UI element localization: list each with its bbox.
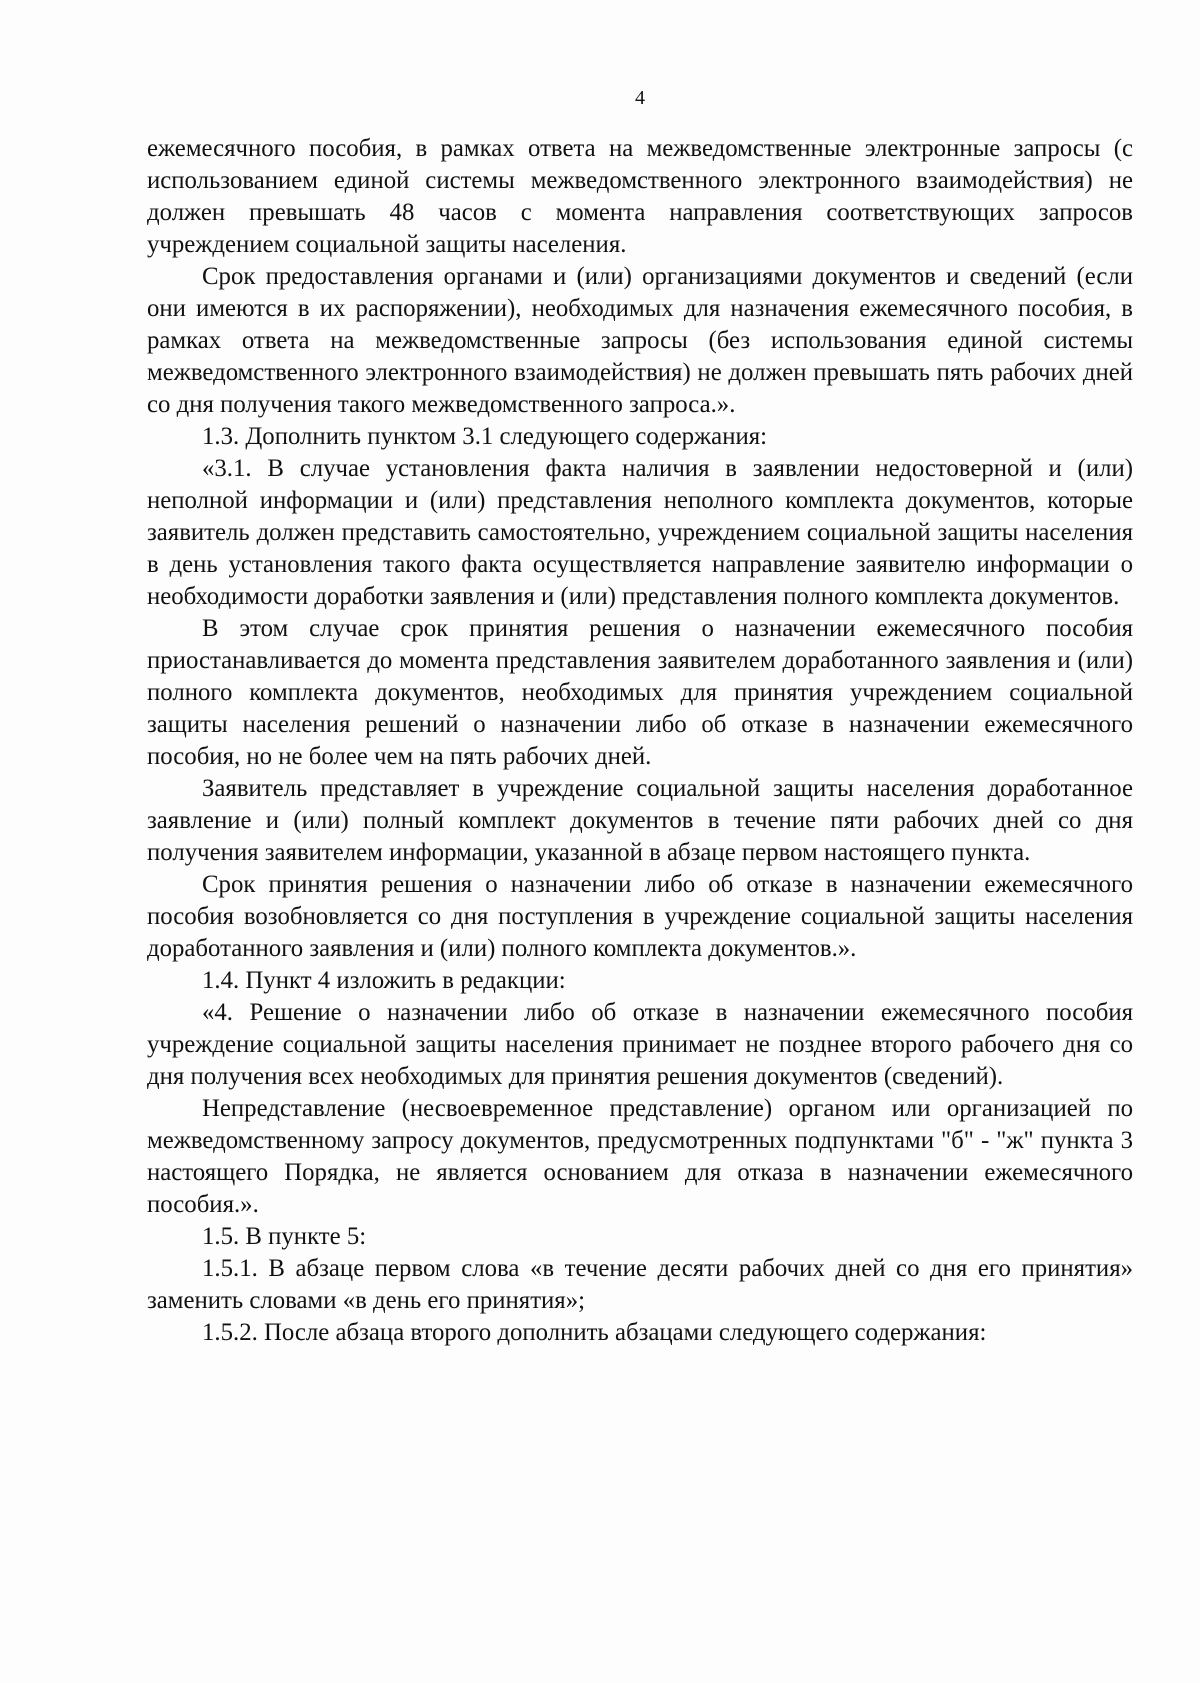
page-number: 4	[635, 87, 645, 109]
document-body	[147, 133, 1133, 1349]
paragraph-item-1-5: 1.5. В пункте 5:	[202, 1223, 367, 1250]
paragraph-item-3-1: «3.1. В случае установления факта наличия в заявлении недостоверной и (или) неполной информации и (или) представления неполного комплекта документов, которые заявитель должен представить самостоятельно, учреждением социальной защиты населения в день установления такого факта осуществляется направление заявителю информации о необходимости доработки заявления и (или) представления полного комплекта документов.	[147, 455, 1133, 610]
paragraph-item-4: «4. Решение о назначении либо об отказе в назначении ежемесячного пособия учреждение социальной защиты населения принимает не позднее второго рабочего дня со дня получения всех необходимых для принятия решения документов (сведений).	[147, 999, 1133, 1090]
paragraph-deadline-non-electronic: Срок предоставления органами и (или) организациями документов и сведений (если они имеются в их распоряжении), необходимых для назначения ежемесячного пособия, в рамках ответа на межведомственные запросы (без использования единой системы межведомственного электронного взаимодействия) не должен превышать пять рабочих дней со дня получения такого межведомственного запроса.».	[147, 263, 1133, 418]
paragraph-item-1-5-1: 1.5.1. В абзаце первом слова «в течение десяти рабочих дней со дня его принятия» заменить словами «в день его принятия»;	[147, 1255, 1133, 1314]
paragraph-item-1-3: 1.3. Дополнить пунктом 3.1 следующего содержания:	[202, 423, 768, 450]
paragraph-item-1-4: 1.4. Пункт 4 изложить в редакции:	[202, 967, 566, 994]
paragraph-suspension: В этом случае срок принятия решения о назначении ежемесячного пособия приостанавливается до момента представления заявителем доработанного заявления и (или) полного комплекта документов, необходимых для принятия учреждением социальной защиты населения решений о назначении либо об отказе в назначении ежемесячного пособия, но не более чем на пять рабочих дней.	[147, 615, 1133, 770]
paragraph-deadline-resumes: Срок принятия решения о назначении либо об отказе в назначении ежемесячного пособия возобновляется со дня поступления в учреждение социальной защиты населения доработанного заявления и (или) полного комплекта документов.».	[147, 871, 1133, 962]
paragraph-item-1-5-2: 1.5.2. После абзаца второго дополнить абзацами следующего содержания:	[202, 1319, 987, 1346]
paragraph-non-submission: Непредставление (несвоевременное представление) органом или организацией по межведомственному запросу документов, предусмотренных подпунктами "б" - "ж" пункта 3 настоящего Порядка, не является основанием для отказа в назначении ежемесячного пособия.».	[147, 1095, 1133, 1218]
paragraph-applicant-submits: Заявитель представляет в учреждение социальной защиты населения доработанное заявление и (или) полный комплект документов в течение пяти рабочих дней со дня получения заявителем информации, указанной в абзаце первом настоящего пункта.	[147, 775, 1133, 866]
paragraph-continuation: ежемесячного пособия, в рамках ответа на межведомственные электронные запросы (с использованием единой системы межведомственного электронного взаимодействия) не должен превышать 48 часов с момента направления соответствующих запросов учреждением социальной защиты населения.	[147, 135, 1133, 258]
